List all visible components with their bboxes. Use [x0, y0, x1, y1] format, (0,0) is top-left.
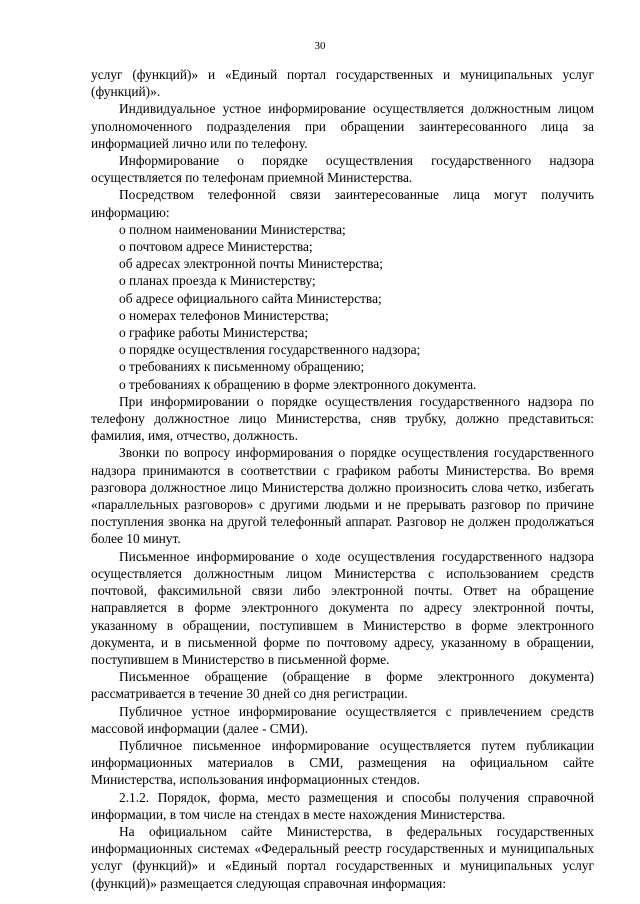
- paragraph-calls-schedule: Звонки по вопросу информирования о порядке осуществления государственного надзора принимаются в соответствии с графиком работы Министерства. Во время разговора должностное лицо Министерства должно произносить слова четко, избегать «параллельных разговоров» с другими людьми и не прерывать разговор по причине поступления звонка на другой телефонный аппарат. Разговор не должен продолжаться более 10 минут.: [91, 445, 594, 547]
- list-item: об адресе официального сайта Министерства;: [119, 290, 382, 306]
- list-item: о требованиях к письменному обращению;: [119, 359, 365, 375]
- list-item: о планах проезда к Министерству;: [119, 273, 316, 289]
- list-item: о требованиях к обращению в форме электронного документа.: [119, 376, 477, 392]
- list-item: о почтовом адресе Министерства;: [119, 239, 313, 255]
- paragraph-info-procedure: Информирование о порядке осуществления государственного надзора осуществляется по телефонам приемной Министерства.: [91, 153, 594, 186]
- paragraph-public-oral-info: Публичное устное информирование осуществляется с привлечением средств массовой информации (далее - СМИ).: [91, 703, 594, 736]
- paragraph-public-written-info: Публичное письменное информирование осуществляется путем публикации информационных материалов в СМИ, размещения на официальном сайте Министерства, использования информационных стендов.: [91, 737, 594, 788]
- page-number: 30: [314, 40, 326, 52]
- list-item: об адресах электронной почты Министерства;: [119, 256, 383, 272]
- paragraph-written-info: Письменное информирование о ходе осуществления государственного надзора осуществляется должностным лицом Министерства с использованием средств почтовой, факсимильной связи либо электронной почты. Ответ на обращение направляется в форме электронного документа по адресу электронной почты, указанному в обращении, поступившем в Министерство в форме электронного документа, и в письменной форме по почтовому адресу, указанному в обращении, поступившем в Министерство в письменной форме.: [91, 548, 594, 667]
- phone-info-list: [91, 221, 594, 393]
- paragraph-written-request-term: Письменное обращение (обращение в форме электронного документа) рассматривается в течение 30 дней со дня регистрации.: [91, 669, 594, 702]
- paragraph-official-site-info: На официальном сайте Министерства, в федеральных государственных информационных системах «Федеральный реестр государственных и муниципальных услуг (функций)» и «Единый портал государственных и муниципальных услуг (функций)» размещается следующая справочная информация:: [91, 823, 594, 891]
- paragraph-continuation: услуг (функций)» и «Единый портал государственных и муниципальных услуг (функций)».: [91, 67, 594, 100]
- list-item: о графике работы Министерства;: [119, 325, 309, 341]
- paragraph-phone-introduction: При информировании о порядке осуществления государственного надзора по телефону должностное лицо Министерства, сняв трубку, должно представиться: фамилия, имя, отчество, должность.: [91, 393, 594, 444]
- list-item: о порядке осуществления государственного надзора;: [119, 342, 421, 358]
- paragraph-individual-oral-info: Индивидуальное устное информирование осуществляется должностным лицом уполномоченного подразделения при обращении заинтересованного лица за информацией лично или по телефону.: [91, 101, 594, 151]
- document-body: [91, 66, 594, 892]
- list-item: о номерах телефонов Министерства;: [119, 307, 329, 323]
- paragraph-phone-info-intro: Посредством телефонной связи заинтересованные лица могут получить информацию:: [91, 187, 594, 220]
- list-item: о полном наименовании Министерства;: [119, 221, 346, 237]
- paragraph-section-2-1-2: 2.1.2. Порядок, форма, место размещения и способы получения справочной информации, в том числе на стендах в месте нахождения Министерства.: [91, 789, 594, 822]
